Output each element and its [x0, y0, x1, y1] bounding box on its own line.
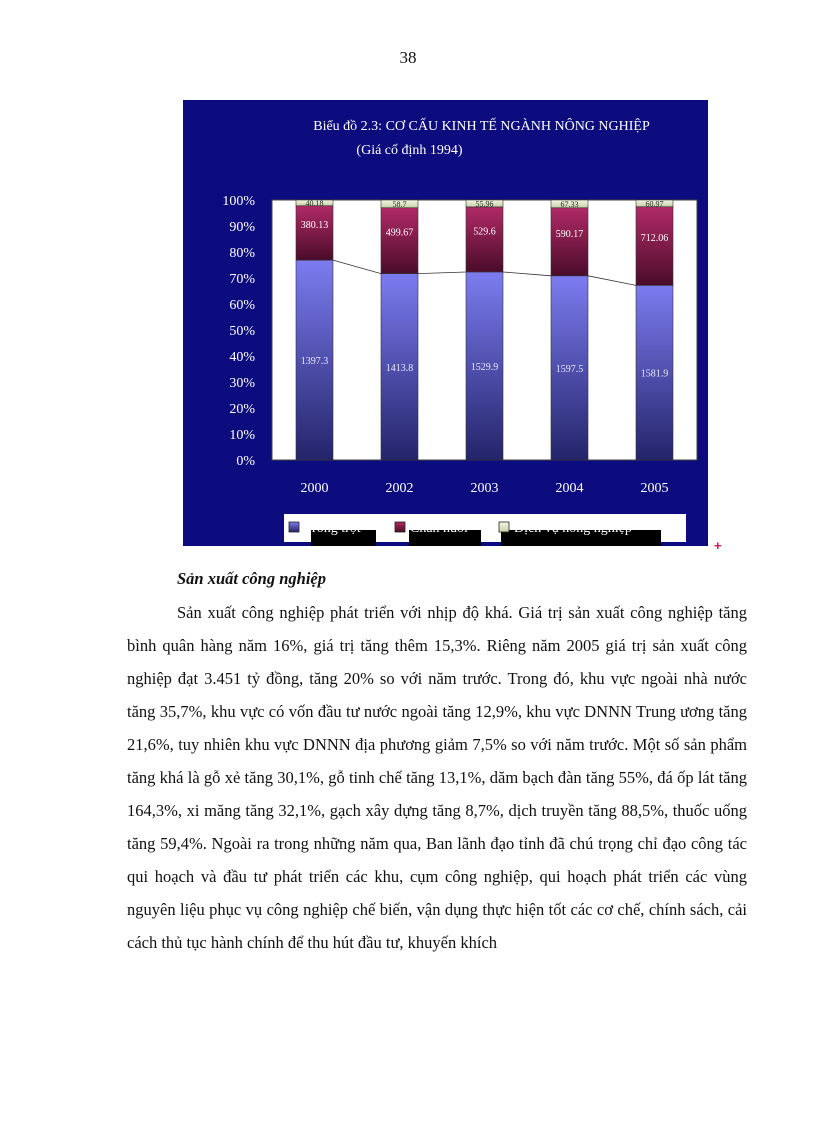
- data-label: 58.7: [392, 199, 407, 209]
- paragraph: Sản xuất công nghiệp phát triển với nhịp độ khá. Giá trị sản xuất công nghiệp tăng bình quân hàng năm 16%, giá trị tăng thêm 15,3%. Riêng năm 2005 giá trị sản xuất công nghiệp đạt 3.451 tỷ đồng, tăng 20% so với năm trước. Trong đó, khu vực ngoài nhà nước tăng 35,7%, khu vực có vốn đầu tư nước ngoài tăng 12,9%, khu vực DNNN Trung ương tăng 21,6%, tuy nhiên khu vực DNNN địa phương giảm 7,5% so với năm trước. Một số sản phẩm tăng khá là gỗ xẻ tăng 30,1%, gỗ tinh chế tăng 13,1%, dăm bạch đàn tăng 55%, đá ốp lát tăng 164,3%, xi măng tăng 32,1%, gạch xây dựng tăng 8,7%, dịch truyền tăng 88,5%, thuốc uống tăng 59,4%. Ngoài ra trong những năm qua, Ban lãnh đạo tỉnh đã chú trọng chỉ đạo công tác qui hoạch và đầu tư phát triển các khu, cụm công nghiệp, qui hoạch phát triển các vùng nguyên liệu phục vụ công nghiệp chế biến, vận dụng thực hiện tốt các cơ chế, chính sách, cải cách thủ tục hành chính để thu hút đầu tư, khuyến khích: [127, 603, 747, 952]
- legend-swatch: [289, 522, 299, 532]
- data-label: 40.18: [305, 198, 324, 208]
- bar-segment: [296, 206, 333, 260]
- data-label: 529.6: [473, 226, 496, 238]
- data-label: 1413.8: [385, 362, 414, 374]
- data-label: 60.97: [645, 199, 664, 209]
- x-tick-label: 2004: [555, 481, 584, 496]
- x-tick-label: 2002: [385, 481, 414, 496]
- y-tick-label: 90%: [229, 220, 255, 235]
- section-heading: Sản xuất công nghiệp: [177, 569, 326, 588]
- legend-label: Dịch vụ nông nghiệp: [514, 521, 632, 536]
- data-label: 1529.9: [470, 361, 499, 373]
- y-tick-label: 50%: [229, 324, 255, 339]
- bar-segment: [636, 207, 673, 286]
- x-tick-label: 2005: [640, 481, 669, 496]
- bar-segment: [466, 207, 503, 272]
- chart: [183, 100, 708, 546]
- y-tick-label: 100%: [222, 194, 255, 209]
- y-tick-label: 20%: [229, 402, 255, 417]
- data-label: 1581.9: [640, 368, 669, 380]
- legend-label: Chăn nuôi: [410, 521, 468, 536]
- data-label: 1597.5: [555, 363, 584, 375]
- x-tick-label: 2003: [470, 481, 499, 496]
- data-label: 1397.3: [300, 356, 329, 368]
- y-tick-label: 0%: [236, 454, 255, 469]
- bar-segment: [551, 208, 588, 276]
- chart-title: Biểu đồ 2.3: CƠ CẤU KINH TẾ NGÀNH NÔNG NGHIỆP: [313, 119, 650, 134]
- plus-mark: +: [714, 538, 722, 553]
- legend-swatch: [499, 522, 509, 532]
- data-label: 55.96: [475, 199, 494, 209]
- y-tick-label: 30%: [229, 376, 255, 391]
- data-label: 67.33: [560, 199, 579, 209]
- y-tick-label: 60%: [229, 298, 255, 313]
- data-label: 590.17: [555, 228, 584, 240]
- legend-label: Trồng trọt: [304, 521, 361, 536]
- y-tick-label: 80%: [229, 246, 255, 261]
- data-label: 380.13: [300, 219, 329, 231]
- x-tick-label: 2000: [300, 481, 329, 496]
- page-number: 38: [399, 48, 417, 67]
- chart-plot: [183, 100, 708, 546]
- body-text: [127, 596, 747, 959]
- chart-subtitle: (Giá cố định 1994): [356, 143, 463, 158]
- data-label: 499.67: [385, 227, 414, 239]
- y-tick-label: 10%: [229, 428, 255, 443]
- data-label: 712.06: [640, 233, 669, 245]
- y-tick-label: 40%: [229, 350, 255, 365]
- y-tick-label: 70%: [229, 272, 255, 287]
- legend-swatch: [395, 522, 405, 532]
- bar-segment: [381, 208, 418, 274]
